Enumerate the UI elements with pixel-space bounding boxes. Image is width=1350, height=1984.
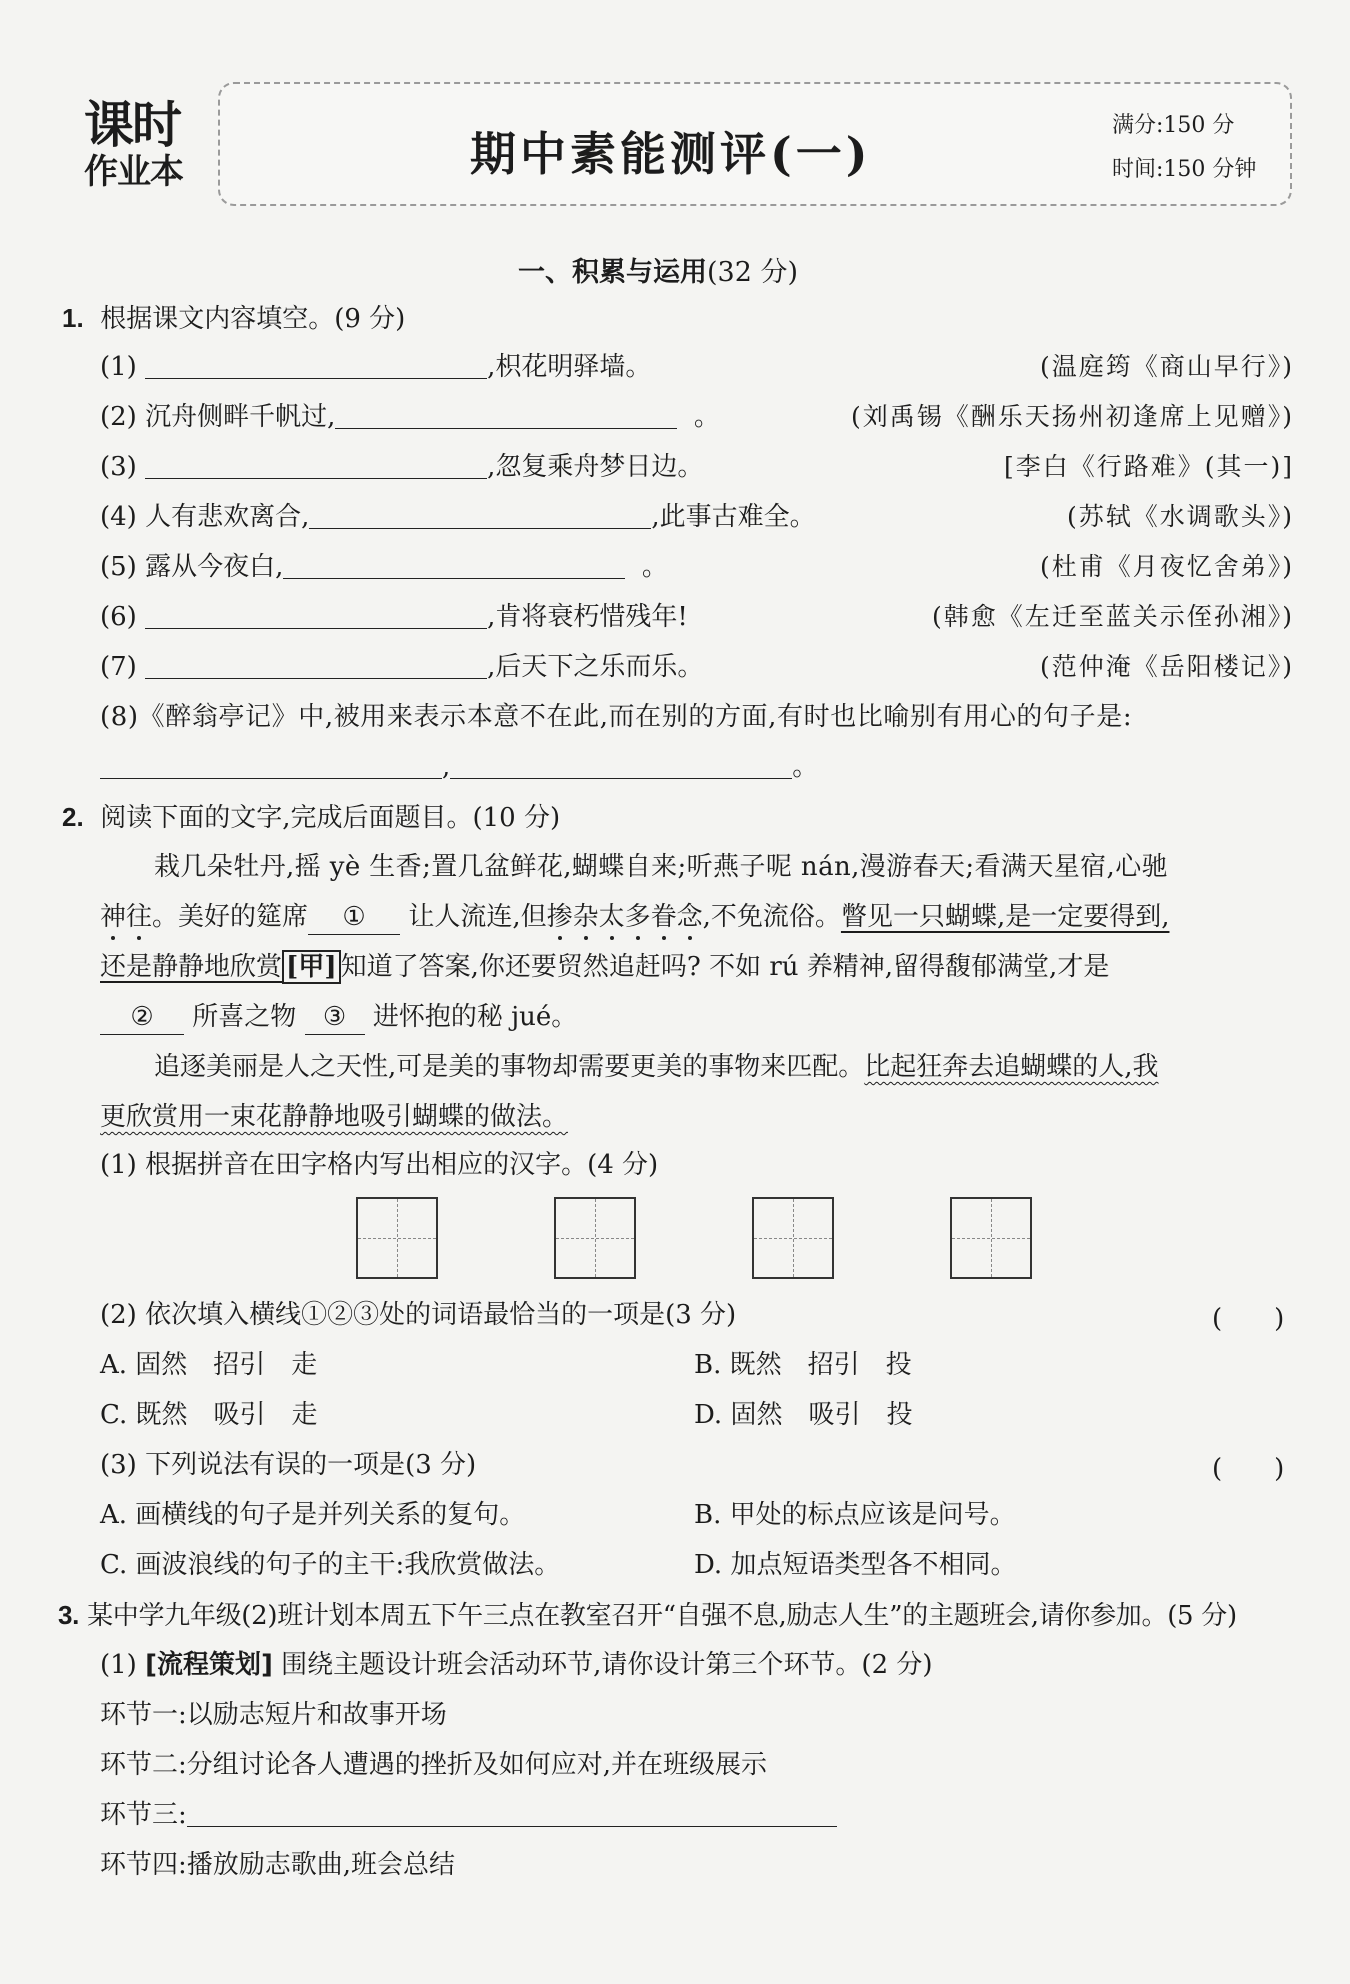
- answer-blank[interactable]: [309, 502, 651, 529]
- option-d[interactable]: D. 加点短语类型各不相同。: [694, 1550, 1017, 1580]
- q1-item-5: (5) 露从今夜白, 。: [100, 552, 668, 582]
- option-b[interactable]: B. 甲处的标点应该是问号。: [694, 1500, 1016, 1530]
- option-c[interactable]: C. 既然 吸引 走: [100, 1400, 318, 1430]
- step-1: 环节一:以励志短片和故事开场: [100, 1700, 447, 1730]
- q2-sub3: (3) 下列说法有误的一项是(3 分): [100, 1450, 477, 1480]
- blank-3[interactable]: ③: [305, 1000, 365, 1035]
- blank-1[interactable]: ①: [308, 900, 400, 935]
- q1-source-6: (韩愈《左迁至蓝关示侄孙湘》): [931, 602, 1294, 631]
- q1-source-1: (温庭筠《商山早行》): [1039, 352, 1294, 381]
- answer-blank[interactable]: [335, 402, 677, 429]
- step-3: 环节三:: [100, 1798, 837, 1832]
- tianzige-box-1[interactable]: [356, 1197, 438, 1279]
- q1-source-2: (刘禹锡《酬乐天扬州初逢席上见赠》): [850, 402, 1294, 431]
- tianzige-box-4[interactable]: [950, 1197, 1032, 1279]
- passage-line-5: 追逐美丽是人之天性,可是美的事物却需要更美的事物来匹配。比起狂奔去追蝴蝶的人,我: [154, 1052, 1159, 1082]
- underlined-sentence: 瞥见一只蝴蝶,是一定要得到,: [840, 902, 1170, 932]
- logo: [84, 98, 202, 192]
- answer-blank[interactable]: [283, 552, 625, 579]
- q3-number: 3.: [58, 1600, 80, 1630]
- q1-stem: [62, 301, 405, 336]
- answer-paren-2[interactable]: ( ): [1212, 1304, 1285, 1334]
- answer-blank[interactable]: [145, 602, 487, 629]
- full-score: 满分:150 分: [1112, 113, 1235, 138]
- q1-item-7: (7) ,后天下之乐而乐。: [100, 652, 704, 682]
- q3-stem: [58, 1598, 1237, 1633]
- passage-line-2: 神往。美好的筵席 ① 让人流连,但掺杂太多眷念,不免流俗。瞥见一只蝴蝶,是一定要得到,: [100, 900, 1169, 935]
- time-limit: 时间:150 分钟: [1112, 157, 1257, 182]
- answer-blank[interactable]: [100, 752, 442, 779]
- logo-line2: 作业本: [84, 152, 183, 192]
- step-2: 环节二:分组讨论各人遭遇的挫折及如何应对,并在班级展示: [100, 1750, 768, 1780]
- option-b[interactable]: B. 既然 招引 投: [694, 1350, 912, 1380]
- q1-item-4: (4) 人有悲欢离合, ,此事古难全。: [100, 502, 816, 532]
- answer-blank[interactable]: [145, 652, 487, 679]
- section-heading: [518, 250, 798, 289]
- answer-blank[interactable]: [145, 452, 487, 479]
- answer-paren-3[interactable]: ( ): [1212, 1454, 1285, 1484]
- q1-number: 1.: [62, 303, 84, 333]
- q3-text: 某中学九年级(2)班计划本周五下午三点在教室召开“自强不息,励志人生”的主题班会,请你参加。(5 分): [87, 1601, 1237, 1631]
- q2-sub2: (2) 依次填入横线①②③处的词语最恰当的一项是(3 分): [100, 1300, 737, 1330]
- logo-line1: 课时: [84, 96, 180, 154]
- option-d[interactable]: D. 固然 吸引 投: [694, 1400, 913, 1430]
- option-a[interactable]: A. 画横线的句子是并列关系的复句。: [100, 1500, 526, 1530]
- tianzige-box-2[interactable]: [554, 1197, 636, 1279]
- q2-sub1: (1) 根据拼音在田字格内写出相应的汉字。(4 分): [100, 1150, 659, 1180]
- answer-blank[interactable]: [187, 1800, 837, 1827]
- blank-2[interactable]: ②: [100, 1000, 184, 1035]
- q1-item-8-blanks: , 。: [100, 750, 818, 784]
- q1-source-7: (范仲淹《岳阳楼记》): [1039, 652, 1294, 681]
- option-a[interactable]: A. 固然 招引 走: [100, 1350, 318, 1380]
- mark-jia: [甲]: [282, 950, 341, 984]
- q1-item-8: (8)《醉翁亭记》中,被用来表示本意不在此,而在别的方面,有时也比喻别有用心的句子是:: [100, 702, 1133, 732]
- section-label: 一、积累与运用: [518, 257, 707, 288]
- q1-item-3: (3) ,忽复乘舟梦日边。: [100, 452, 704, 482]
- step-4: 环节四:播放励志歌曲,班会总结: [100, 1850, 456, 1880]
- q2-stem: [62, 800, 560, 835]
- answer-blank[interactable]: [450, 752, 792, 779]
- underlined-sentence-end: 还是静静地欣赏: [100, 952, 283, 982]
- q1-item-2: (2) 沉舟侧畔千帆过, 。: [100, 402, 720, 432]
- answer-blank[interactable]: [145, 352, 487, 379]
- q1-item-1: (1) ,枳花明驿墙。: [100, 352, 652, 382]
- section-points: (32 分): [707, 257, 799, 288]
- passage-line-4: ② 所喜之物 ③ 进怀抱的秘 jué。: [100, 1000, 577, 1035]
- q2-number: 2.: [62, 802, 84, 832]
- wavy-sentence-end: 更欣赏用一束花静静地吸引蝴蝶的做法。: [100, 1102, 569, 1132]
- q2-text: 阅读下面的文字,完成后面题目。(10 分): [100, 803, 561, 833]
- passage-line-6: [100, 1100, 568, 1134]
- q1-source-4: (苏轼《水调歌头》): [1066, 502, 1294, 531]
- q1-item-6: (6) ,肯将衰朽惜残年!: [100, 602, 688, 632]
- passage-line-1: 栽几朵牡丹,摇 yè 生香;置几盆鲜花,蝴蝶自来;听燕子呢 nán,漫游春天;看满天星宿,心驰: [154, 852, 1168, 882]
- wavy-sentence: 比起狂奔去追蝴蝶的人,我: [864, 1052, 1159, 1082]
- tianzige-box-3[interactable]: [752, 1197, 834, 1279]
- page-title: 期中素能测评(一): [470, 127, 872, 181]
- q1-source-3: [李白《行路难》(其一)]: [1003, 452, 1294, 481]
- flow-planning-tag: [流程策划]: [145, 1650, 273, 1680]
- passage-line-3: 还是静静地欣赏 [甲] 知道了答案,你还要贸然追赶吗? 不如 rú 养精神,留得馥郁满堂,才是: [100, 952, 1110, 982]
- q1-source-5: (杜甫《月夜忆舍弟》): [1039, 552, 1294, 581]
- q1-text: 根据课文内容填空。(9 分): [100, 304, 406, 334]
- option-c[interactable]: C. 画波浪线的句子的主干:我欣赏做法。: [100, 1550, 561, 1580]
- q3-sub1: (1) [流程策划] 围绕主题设计班会活动环节,请你设计第三个环节。(2 分): [100, 1650, 933, 1680]
